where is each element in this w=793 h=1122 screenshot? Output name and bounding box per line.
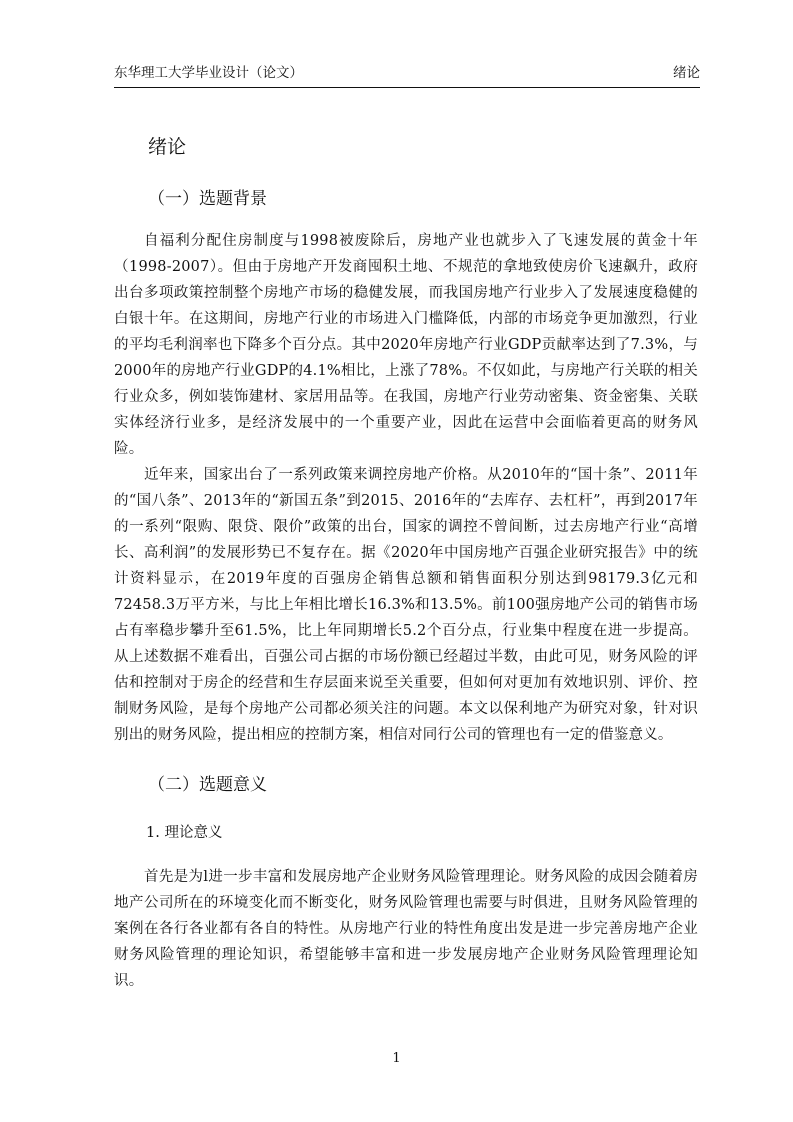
page-number: 1 xyxy=(392,1051,401,1066)
chapter-title: 绪论 xyxy=(148,136,187,158)
subheading-theoretical-significance: 1. 理论意义 xyxy=(146,825,223,841)
document-body xyxy=(114,120,698,994)
header-school-title: 东华理工大学毕业设计（论文） xyxy=(114,65,303,81)
section-heading-significance: （二）选题意义 xyxy=(148,775,267,795)
background-paragraph-1: 自福利分配住房制度与1998被废除后，房地产业也就步入了飞速发展的黄金十年（1998-2007）。但由于房地产开发商囤积土地、不规范的拿地致使房价飞速飙升，政府出台多项政策控制整个房地产市场的稳健发展，而我国房地产行业步入了发展速度稳健的白银十年。在这期间，房地产行业的市场进入门槛降低，内部的市场竞争更加激烈，行业的平均毛利润率也下降多个百分点。其中2020年房地产行业GDP贡献率达到了7.3%，与2000年的房地产行业GDP的4.1%相比，上涨了78%。不仅如此，与房地产行关联的相关行业众多，例如装饰建材、家居用品等。在我国，房地产行业劳动密集、资金密集、关联实体经济行业多，是经济发展中的一个重要产业，因此在运营中会面临着更高的财务风险。 xyxy=(114,233,698,457)
page-header xyxy=(114,63,700,83)
background-paragraph-2: 近年来，国家出台了一系列政策来调控房地产价格。从2010年的“国十条”、2011年的“国八条”、2013年的“新国五条”到2015、2016年的“去库存、去杠杆”，再到2017年的一系列“限购、限贷、限价”政策的出台，国家的调控不曾间断，过去房地产行业“高增长、高利润”的发展形势已不复存在。据《2020年中国房地产百强企业研究报告》中的统计资料显示，在2019年度的百强房企销售总额和销售面积分别达到98179.3亿元和72458.3万平方米，与比上年相比增长16.3%和13.5%。前100强房地产公司的销售市场占有率稳步攀升至61.5%，比上年同期增长5.2个百分点，行业集中程度在进一步提高。从上述数据不难看出，百强公司占据的市场份额已经超过半数，由此可见，财务风险的评估和控制对于房企的经营和生存层面来说至关重要，但如何对更加有效地识别、评价、控制财务风险，是每个房地产公司都必须关注的问题。本文以保利地产为研究对象，针对识别出的财务风险，提出相应的控制方案，相信对同行公司的管理也有一定的借鉴意义。 xyxy=(114,467,698,743)
section-heading-background: （一）选题背景 xyxy=(148,189,267,209)
header-divider xyxy=(114,87,700,88)
header-chapter-title: 绪论 xyxy=(673,65,700,81)
significance-paragraph-1: 首先是为l进一步丰富和发展房地产企业财务风险管理理论。财务风险的成因会随着房地产公司所在的环境变化而不断变化，财务风险管理也需要与时俱进，且财务风险管理的案例在各行各业都有各自的特性。从房地产行业的特性角度出发是进一步完善房地产企业财务风险管理的理论知识，希望能够丰富和进一步发展房地产企业财务风险管理理论知识。 xyxy=(114,869,698,989)
